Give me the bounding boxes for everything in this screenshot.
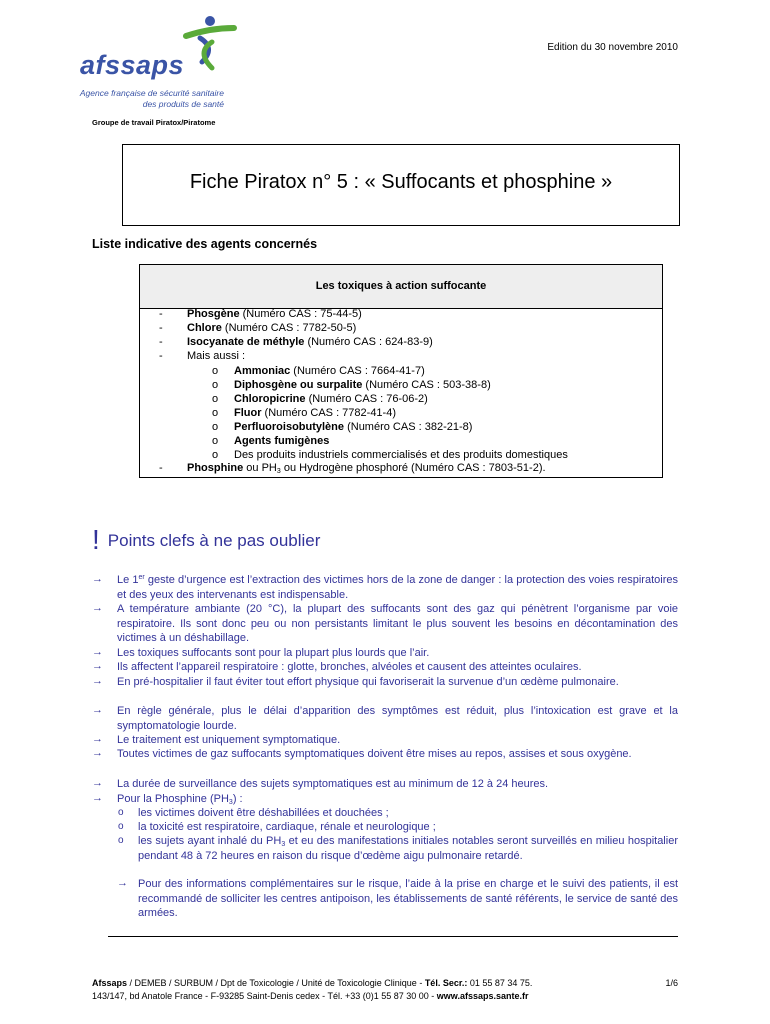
sub-bullet: o [212, 393, 219, 405]
phosphine-point: la toxicité est respiratoire, cardiaque, rénale et neurologique ; [138, 821, 436, 833]
dash-marker: - [159, 336, 163, 348]
agent-cas: (Numéro CAS : 624-83-9) [304, 336, 433, 348]
sub-bullet: o [212, 421, 219, 433]
footer-rule [108, 936, 678, 937]
footer-website: www.afssaps.sante.fr [436, 991, 529, 1001]
key-point: La durée de surveillance des sujets symptomatiques est au minimum de 12 à 24 heures. [117, 778, 549, 790]
agent-name: Ammoniac [234, 365, 291, 377]
footer-line-1 [92, 978, 532, 988]
sub-bullet: o [212, 379, 219, 391]
key-point: Toutes victimes de gaz suffocants symptomatiques doivent être mises au repos, assises et sous oxygène. [117, 748, 632, 760]
points-title: Points clefs à ne pas oublier [107, 531, 321, 550]
key-point-text: geste d’urgence est l’extraction des victimes hors de la zone de danger : la protection des voies respiratoires et des yeux des intervenants est indispensable. [117, 574, 678, 601]
key-point-text: et eu des manifestations initiales notables seront surveillés en milieu hospitalier pendant 48 à 72 heures en raison du risque d’œdème aigu pulmonaire retardé. [138, 835, 678, 862]
key-point: En pré-hospitalier il faut éviter tout effort physique qui favoriserait la survenue d’un œdème pulmonaire. [117, 676, 619, 688]
arrow-icon: → [92, 675, 103, 687]
agent-item [187, 349, 245, 363]
arrow-icon: → [92, 792, 103, 804]
dash-marker: - [159, 322, 163, 334]
arrow-icon: → [92, 602, 103, 614]
agent-sub-item [234, 392, 428, 406]
footer-line-2 [92, 991, 529, 1001]
sub-bullet: o [212, 407, 219, 419]
agent-sub-item [234, 420, 472, 434]
agent-sub-item [234, 406, 396, 420]
key-point: Le traitement est uniquement symptomatique. [117, 734, 341, 746]
key-point-text: Pour la Phosphine (PH [117, 793, 229, 805]
agent-name: Diphosgène ou surpalite [234, 379, 363, 391]
subscript: 3 [228, 799, 233, 806]
phosphine-point: les victimes doivent être déshabillées et douchées ; [138, 807, 389, 819]
subscript: 3 [281, 841, 286, 848]
key-point-text: les sujets ayant inhalé du PH [138, 835, 282, 847]
sub-bullet: o [118, 807, 124, 818]
key-point [117, 573, 678, 602]
agent-name: Agents fumigènes [234, 435, 330, 447]
arrow-icon: → [92, 747, 103, 759]
page-title: Fiche Piratox n° 5 : « Suffocants et phosphine » [189, 171, 613, 193]
agent-name: Isocyanate de méthyle [187, 336, 305, 348]
key-point: Ils affectent l’appareil respiratoire : glotte, bronches, alvéoles et causent des atteintes oculaires. [117, 661, 582, 673]
footer-dept: / DEMEB / SURBUM / Dpt de Toxicologie / Unité de Toxicologie Clinique - [127, 978, 425, 988]
agent-item [187, 307, 362, 321]
agent-item [187, 321, 356, 335]
agent-cas: (Numéro CAS : 76-06-2) [305, 393, 428, 405]
dash-marker: - [159, 462, 163, 474]
footer-address: 143/147, bd Anatole France - F-93285 Saint-Denis cedex - Tél. +33 (0)1 55 87 30 00 - [92, 991, 437, 1001]
subscript: 3 [276, 468, 281, 475]
superscript: er [138, 574, 145, 581]
working-group: Groupe de travail Piratox/Piratome [92, 118, 216, 127]
agents-table-header-label: Les toxiques à action suffocante [315, 280, 487, 292]
dash-marker: - [159, 350, 163, 362]
agent-name: Chlore [187, 322, 222, 334]
logo-tagline-1: Agence française de sécurité sanitaire [79, 88, 224, 98]
phosphine-point: Pour des informations complémentaires sur le risque, l’aide à la prise en charge et le suivi des patients, il est recommandé de solliciter les centres antipoison, les établissements de santé référents, le service de santé des armées. [138, 878, 678, 919]
agent-name: Phosphine [187, 462, 244, 474]
points-heading [92, 524, 320, 556]
agent-cas: (Numéro CAS : 75-44-5) [239, 308, 362, 320]
agent-cas: (Numéro CAS : 503-38-8) [362, 379, 491, 391]
arrow-icon: → [92, 646, 103, 658]
agent-cas: (Numéro CAS : 7782-50-5) [221, 322, 357, 334]
agent-item [187, 335, 433, 349]
arrow-icon: → [117, 877, 128, 889]
key-point-text: Le 1 [117, 574, 139, 586]
footer-tel-label: Tél. Secr.: [424, 978, 468, 988]
page-number: 1/6 [665, 978, 678, 988]
agent-sub-item [234, 364, 425, 378]
sub-bullet: o [212, 365, 219, 377]
agent-formula: ou PH [243, 462, 277, 474]
agent-sub-item [234, 448, 568, 462]
agent-sub-item [234, 434, 329, 448]
sub-bullet: o [212, 435, 219, 447]
sub-bullet: o [118, 835, 124, 846]
agent-name: Perfluoroisobutylène [234, 421, 345, 433]
dash-marker: - [159, 308, 163, 320]
key-point: En règle générale, plus le délai d’apparition des symptômes est réduit, plus l’intoxication est grave et la symptomatologie lourde. [117, 705, 678, 732]
agent-cas: (Numéro CAS : 7782-41-4) [261, 407, 396, 419]
agent-label: Des produits industriels commercialisés et des produits domestiques [234, 449, 568, 461]
agent-name: Phosgène [187, 308, 240, 320]
logo-wordmark: afssaps [80, 50, 185, 80]
key-point-text: ) : [232, 793, 243, 805]
agent-name: Chloropicrine [234, 393, 306, 405]
arrow-icon: → [92, 704, 103, 716]
agent-cas: ou Hydrogène phosphoré (Numéro CAS : 7803-51-2). [280, 462, 546, 474]
key-point: A température ambiante (20 °C), la plupart des suffocants sont des gaz qui pénètrent l’organisme par voie respiratoire. Ils sont donc peu ou non persistants limitant le plus souvent les besoins en décontamination des victimes à un déshabillage. [117, 603, 678, 644]
arrow-icon: → [92, 777, 103, 789]
sub-bullet: o [212, 449, 219, 461]
edition-date: Edition du 30 novembre 2010 [547, 42, 678, 53]
footer-tel: 01 55 87 34 75. [467, 978, 533, 988]
sub-bullet: o [118, 821, 124, 832]
afssaps-logo [74, 14, 244, 114]
key-point [117, 792, 678, 807]
arrow-icon: → [92, 573, 103, 585]
agent-cas: (Numéro CAS : 7664-41-7) [290, 365, 425, 377]
phosphine-point [138, 834, 678, 863]
logo-tagline-2: des produits de santé [142, 99, 224, 109]
key-point: Les toxiques suffocants sont pour la plupart plus lourds que l’air. [117, 647, 430, 659]
agent-item [187, 461, 546, 475]
agent-sub-item [234, 378, 491, 392]
arrow-icon: → [92, 733, 103, 745]
exclamation-icon: ! [92, 524, 100, 555]
agent-cas: (Numéro CAS : 382-21-8) [344, 421, 473, 433]
list-heading: Liste indicative des agents concernés [92, 237, 318, 251]
title-box [122, 144, 680, 226]
agent-label: Mais aussi : [187, 350, 246, 362]
agent-name: Fluor [234, 407, 262, 419]
agents-table-header [140, 265, 662, 309]
arrow-icon: → [92, 660, 103, 672]
afssaps-figure-icon [182, 14, 238, 74]
footer-org: Afssaps [92, 978, 128, 988]
